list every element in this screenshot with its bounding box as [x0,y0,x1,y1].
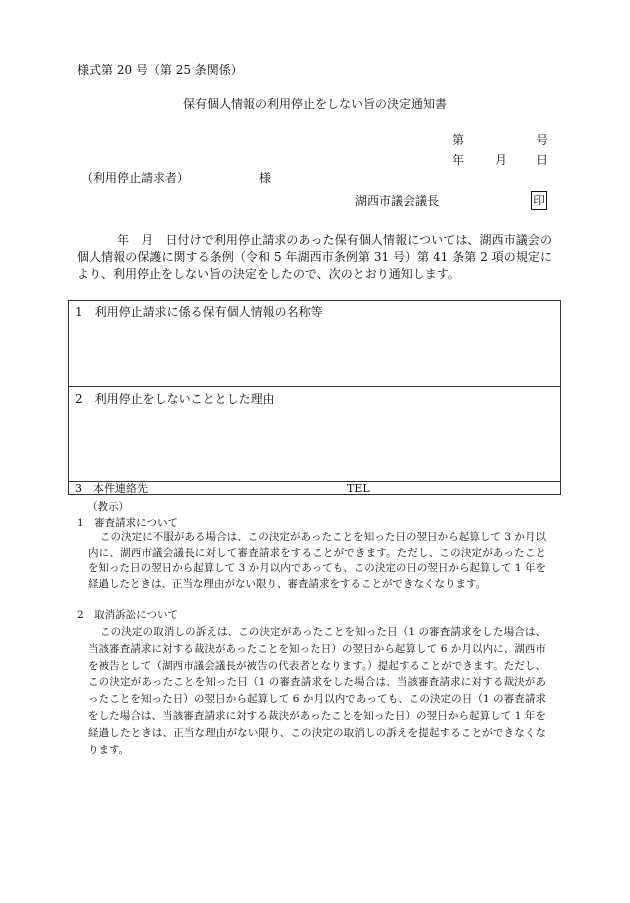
table-divider [69,386,560,387]
notes-heading: （教示） [87,501,129,513]
document-number-suffix: 号 [536,133,549,147]
seal-mark: 印 [531,191,547,210]
table-row-reason: 2 利用停止をしないこととした理由 [75,392,275,406]
honorific: 様 [259,171,272,185]
table-row-info-name: 1 利用停止請求に係る保有個人情報の名称等 [75,305,323,319]
document-number-prefix: 第 [452,133,465,147]
date-day-label: 日 [536,153,549,167]
sender-name: 湖西市議会議長 [355,194,440,208]
contact-tel-label: TEL [347,482,370,495]
note-review-text: この決定に不服がある場合は、この決定があったことを知った日の翌日から起算して 3 か月以内に、湖西市議会議長に対して審査請求をすることができます。ただし、この決定があったことを知った日の翌日から起算して 3 か月以内であっても、この決定の日の翌日から起算して 1 年を経過したときは、正当な理由がない限り、審査請求をすることができなくなります。 [88,531,546,590]
notice-body [77,232,552,283]
notice-table [68,300,561,495]
notice-body-text: 年 月 日付けで利用停止請求のあった保有個人情報については、湖西市議会の個人情報の保護に関する条例（令和 5 年湖西市条例第 31 号）第 41 条第 2 項の規定により、利用停止をしない旨の決定をしたので、次のとおり通知します。 [77,233,552,281]
table-row-contact: 3 本件連絡先 [75,482,148,495]
note-lawsuit-text: この決定の取消しの訴えは、この決定があったことを知った日（1 の審査請求をした場合は、当該審査請求に対する裁決があったことを知った日）の翌日から起算して 6 か月以内に、湖西市を被告として（湖西市議会議長が被告の代表者となります。）提起することができます。ただし、この決定があったことを知った日（1 の審査請求をした場合は、当該審査請求に対する裁決があったことを知った日）の翌日から起算して 6 か月以内であっても、この決定の日（1 の審査請求をした場合は、当該審査請求に対する裁決があったことを知った日）の翌日から起算して 1 年を経過したときは、正当な理由がない限り、この決定の取消しの訴えを提起することができなくなります。 [88,626,546,756]
date-month-label: 月 [495,153,508,167]
date-year-label: 年 [452,153,465,167]
note-review-heading: 1 審査請求について [77,517,178,529]
requester-label: （利用停止請求者） [81,171,190,185]
document-title: 保有個人情報の利用停止をしない旨の決定通知書 [182,97,447,111]
note-lawsuit-heading: 2 取消訴訟について [77,609,178,621]
form-number: 様式第 20 号（第 25 条関係） [77,63,243,77]
